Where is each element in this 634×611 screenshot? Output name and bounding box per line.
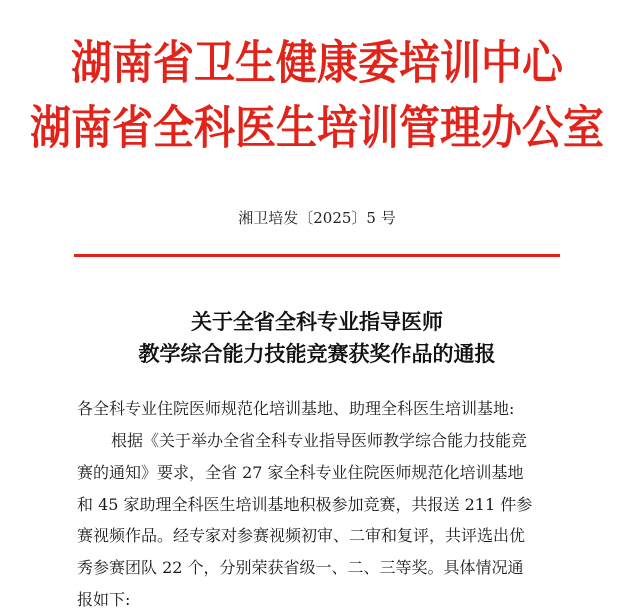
document-number: 湘卫培发〔2025〕5 号 bbox=[238, 209, 396, 227]
body-line: 根据《关于举办全省全科专业指导医师教学综合能力技能竞 bbox=[111, 431, 528, 450]
salutation: 各全科专业住院医师规范化培训基地、助理全科医生培训基地: bbox=[77, 399, 515, 418]
document-title-line-2: 教学综合能力技能竞赛获奖作品的通报 bbox=[138, 341, 496, 366]
issuer-line-2: 湖南省全科医生培训管理办公室 bbox=[30, 101, 604, 155]
issuer-line-1: 湖南省卫生健康委培训中心 bbox=[71, 36, 563, 90]
body-line: 报如下: bbox=[77, 590, 131, 609]
body-line: 赛的通知》要求，全省 27 家全科专业住院医师规范化培训基地 bbox=[77, 463, 524, 482]
body-line: 和 45 家助理全科医生培训基地积极参加竞赛，共报送 211 件参 bbox=[77, 495, 533, 514]
document-title-line-1: 关于全省全科专业指导医师 bbox=[191, 309, 443, 334]
body-line: 赛视频作品。经专家对参赛视频初审、二审和复评，共评选出优 bbox=[77, 526, 526, 545]
red-divider-line bbox=[74, 254, 560, 257]
body-line: 秀参赛团队 22 个，分别荣获省级一、二、三等奖。具体情况通 bbox=[77, 558, 524, 577]
